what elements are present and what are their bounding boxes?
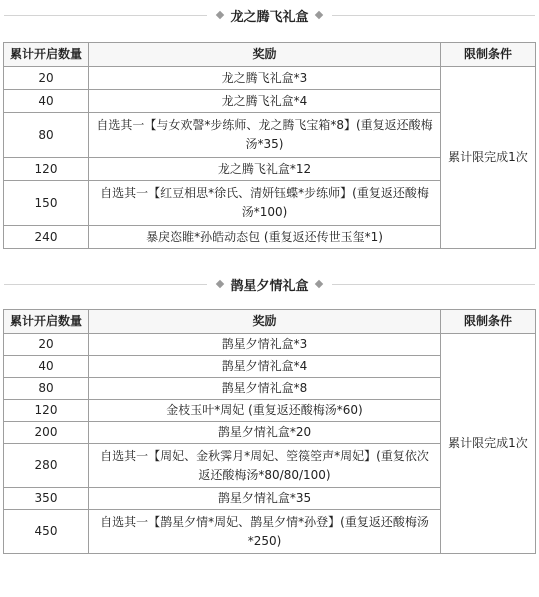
reward-cell: 金枝玉叶*周妃 (重复返还酸梅汤*60) bbox=[89, 400, 441, 422]
reward-cell: 鹊星夕情礼盒*4 bbox=[89, 356, 441, 378]
reward-cell: 龙之腾飞礼盒*4 bbox=[89, 90, 441, 113]
count-cell: 120 bbox=[4, 158, 89, 181]
count-cell: 200 bbox=[4, 422, 89, 444]
diamond-icon bbox=[314, 280, 322, 288]
reward-cell: 鹊星夕情礼盒*3 bbox=[89, 334, 441, 356]
count-cell: 280 bbox=[4, 444, 89, 488]
count-cell: 40 bbox=[4, 90, 89, 113]
section-header-dragon bbox=[0, 2, 539, 28]
header-reward: 奖励 bbox=[89, 310, 441, 334]
table-header-row bbox=[4, 310, 536, 334]
limit-cell: 累计限完成1次 bbox=[441, 67, 536, 249]
reward-cell: 自选其一【红豆相思*徐氏、清妍钰蝶*步练师】(重复返还酸梅汤*100) bbox=[89, 181, 441, 226]
count-cell: 350 bbox=[4, 488, 89, 510]
reward-cell: 自选其一【与女欢謦*步练师、龙之腾飞宝箱*8】(重复返还酸梅汤*35) bbox=[89, 113, 441, 158]
divider-left bbox=[4, 284, 237, 285]
diamond-icon bbox=[216, 280, 224, 288]
limit-cell: 累计限完成1次 bbox=[441, 334, 536, 554]
header-limit: 限制条件 bbox=[441, 310, 536, 334]
reward-cell: 暴戾恣睢*孙皓动态包 (重复返还传世玉玺*1) bbox=[89, 226, 441, 249]
reward-cell: 鹊星夕情礼盒*35 bbox=[89, 488, 441, 510]
count-cell: 40 bbox=[4, 356, 89, 378]
diamond-icon bbox=[314, 11, 322, 19]
reward-cell: 鹊星夕情礼盒*8 bbox=[89, 378, 441, 400]
count-cell: 450 bbox=[4, 510, 89, 554]
reward-cell: 龙之腾飞礼盒*12 bbox=[89, 158, 441, 181]
section-title: 鹊星夕情礼盒 bbox=[230, 278, 309, 294]
count-cell: 20 bbox=[4, 334, 89, 356]
count-cell: 80 bbox=[4, 378, 89, 400]
reward-cell: 自选其一【周妃、金秋霁月*周妃、箜篌箜声*周妃】(重复依次返还酸梅汤*80/80/100) bbox=[89, 444, 441, 488]
table-header-row bbox=[4, 43, 536, 67]
count-cell: 150 bbox=[4, 181, 89, 226]
reward-cell: 鹊星夕情礼盒*20 bbox=[89, 422, 441, 444]
divider-right bbox=[302, 284, 535, 285]
count-cell: 20 bbox=[4, 67, 89, 90]
section-header-magpie bbox=[0, 271, 539, 297]
table-row bbox=[4, 67, 536, 90]
count-cell: 80 bbox=[4, 113, 89, 158]
table-row bbox=[4, 334, 536, 356]
header-count: 累计开启数量 bbox=[4, 43, 89, 67]
count-cell: 120 bbox=[4, 400, 89, 422]
header-count: 累计开启数量 bbox=[4, 310, 89, 334]
header-reward: 奖励 bbox=[89, 43, 441, 67]
reward-cell: 自选其一【鹊星夕情*周妃、鹊星夕情*孙登】(重复返还酸梅汤*250) bbox=[89, 510, 441, 554]
header-limit: 限制条件 bbox=[441, 43, 536, 67]
reward-table-magpie bbox=[3, 309, 536, 554]
reward-cell: 龙之腾飞礼盒*3 bbox=[89, 67, 441, 90]
section-title: 龙之腾飞礼盒 bbox=[230, 9, 309, 25]
count-cell: 240 bbox=[4, 226, 89, 249]
diamond-icon bbox=[216, 11, 224, 19]
reward-table-dragon bbox=[3, 42, 536, 249]
